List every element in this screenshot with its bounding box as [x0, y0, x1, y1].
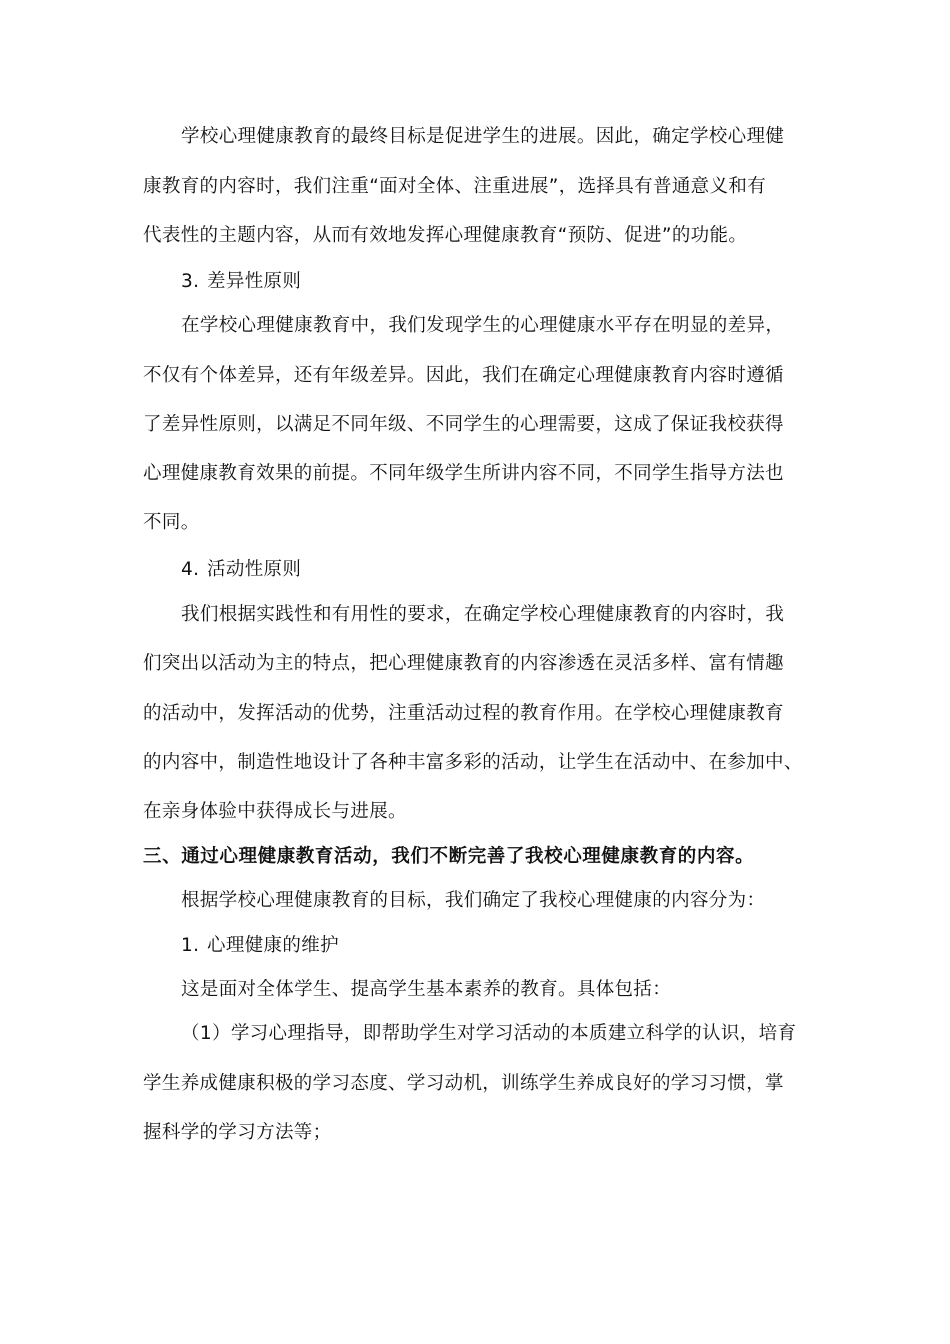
text-line: 代表性的主题内容，从而有效地发挥心理健康教育“预防、促进”的功能。: [143, 225, 748, 246]
subheading-mental-health-maintenance: [181, 934, 339, 958]
text-line: 的内容中，制造性地设计了各种丰富多彩的活动，让学生在活动中、在参加中、: [143, 752, 803, 773]
subheading-text: 活动性原则: [207, 559, 302, 580]
text-line: 在亲身体验中获得成长与进展。: [143, 801, 407, 822]
text-line: 我们根据实践性和有用性的要求，在确定学校心理健康教育的内容时，我: [181, 604, 785, 625]
text-line: （1）学习心理指导，即帮助学生对学习活动的本质建立科学的认识，培育: [181, 1023, 797, 1044]
text-line: 了差异性原则，以满足不同年级、不同学生的心理需要，这成了保证我校获得: [143, 414, 784, 435]
text-line: 心理健康教育效果的前提。不同年级学生所讲内容不同，不同学生指导方法也: [143, 463, 784, 484]
subheading-number: 4.: [181, 559, 200, 580]
text-line: 这是面对全体学生、提高学生基本素养的教育。具体包括：: [181, 979, 672, 1000]
text-line: 学校心理健康教育的最终目标是促进学生的进展。因此，确定学校心理健: [181, 126, 785, 147]
subheading-difference-principle: [181, 270, 301, 294]
subheading-text: 差异性原则: [207, 271, 302, 292]
text-line: 根据学校心理健康教育的目标，我们确定了我校心理健康的内容分为：: [181, 890, 766, 911]
subheading-number: 1.: [181, 935, 200, 956]
text-line: 握科学的学习方法等；: [143, 1122, 332, 1143]
subheading-activity-principle: [181, 558, 301, 582]
section-title: 三、通过心理健康教育活动，我们不断完善了我校心理健康教育的内容。: [143, 846, 755, 867]
text-line: 不仅有个体差异，还有年级差异。因此，我们在确定心理健康教育内容时遵循: [143, 365, 784, 386]
subheading-number: 3.: [181, 271, 200, 292]
subheading-text: 心理健康的维护: [207, 935, 339, 956]
text-line: 学生养成健康积极的学习态度、学习动机，训练学生养成良好的学习习惯，掌: [143, 1073, 784, 1094]
text-line: 康教育的内容时，我们注重“面对全体、注重进展”，选择具有普通意义和有: [143, 176, 767, 197]
text-line: 不同。: [143, 512, 200, 533]
text-line: 们突出以活动为主的特点，把心理健康教育的内容渗透在灵活多样、富有情趣: [143, 653, 784, 674]
text-line: 的活动中，发挥活动的优势，注重活动过程的教育作用。在学校心理健康教育: [143, 703, 784, 724]
text-line: 在学校心理健康教育中，我们发现学生的心理健康水平存在明显的差异，: [181, 315, 785, 336]
